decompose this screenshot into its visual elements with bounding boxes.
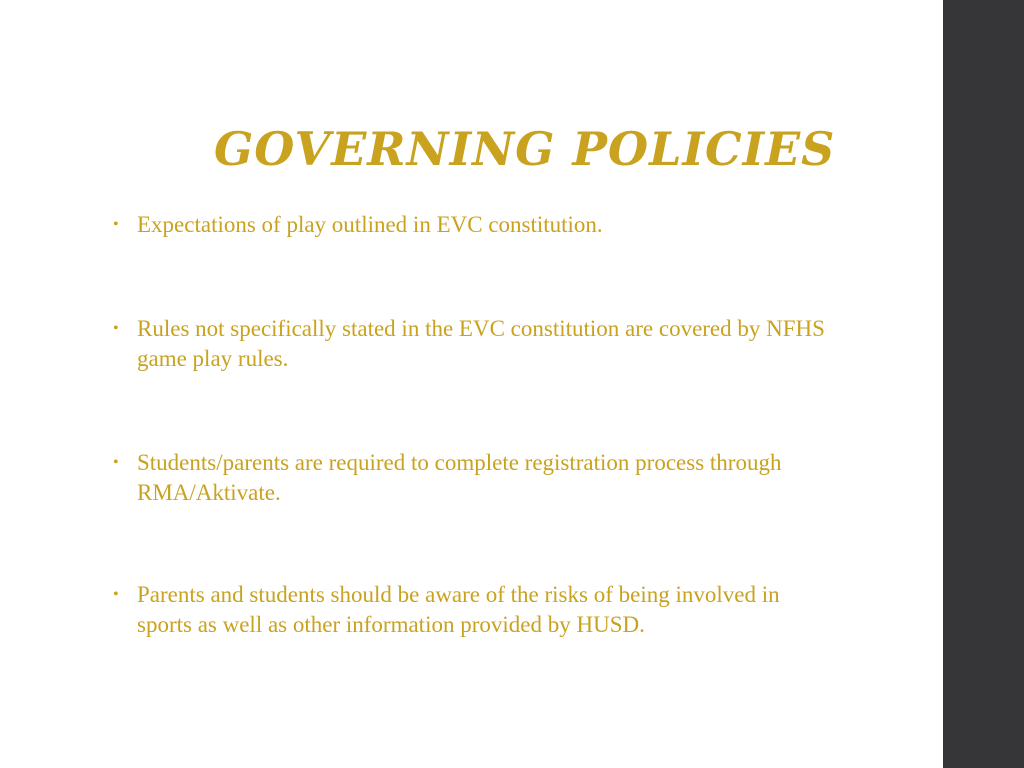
bullet-text: Parents and students should be aware of the risks of being involved in sports as well as other information provided by HUSD.: [137, 582, 780, 637]
bullet-item: [113, 580, 833, 639]
bullet-text: Rules not specifically stated in the EVC constitution are covered by NFHS game play rules.: [137, 316, 825, 371]
side-bar: [943, 0, 1024, 768]
bullet-item: [113, 314, 833, 373]
bullet-text: Students/parents are required to complete registration process through RMA/Aktivate.: [137, 450, 782, 505]
bullet-dot-icon: •: [113, 454, 119, 471]
bullet-dot-icon: •: [113, 216, 119, 233]
slide-title: GOVERNING POLICIES: [214, 122, 836, 176]
bullet-text: Expectations of play outlined in EVC constitution.: [137, 212, 603, 237]
bullet-dot-icon: •: [113, 320, 119, 337]
bullet-item: [113, 210, 833, 240]
bullet-item: [113, 448, 833, 507]
bullet-dot-icon: •: [113, 586, 119, 603]
